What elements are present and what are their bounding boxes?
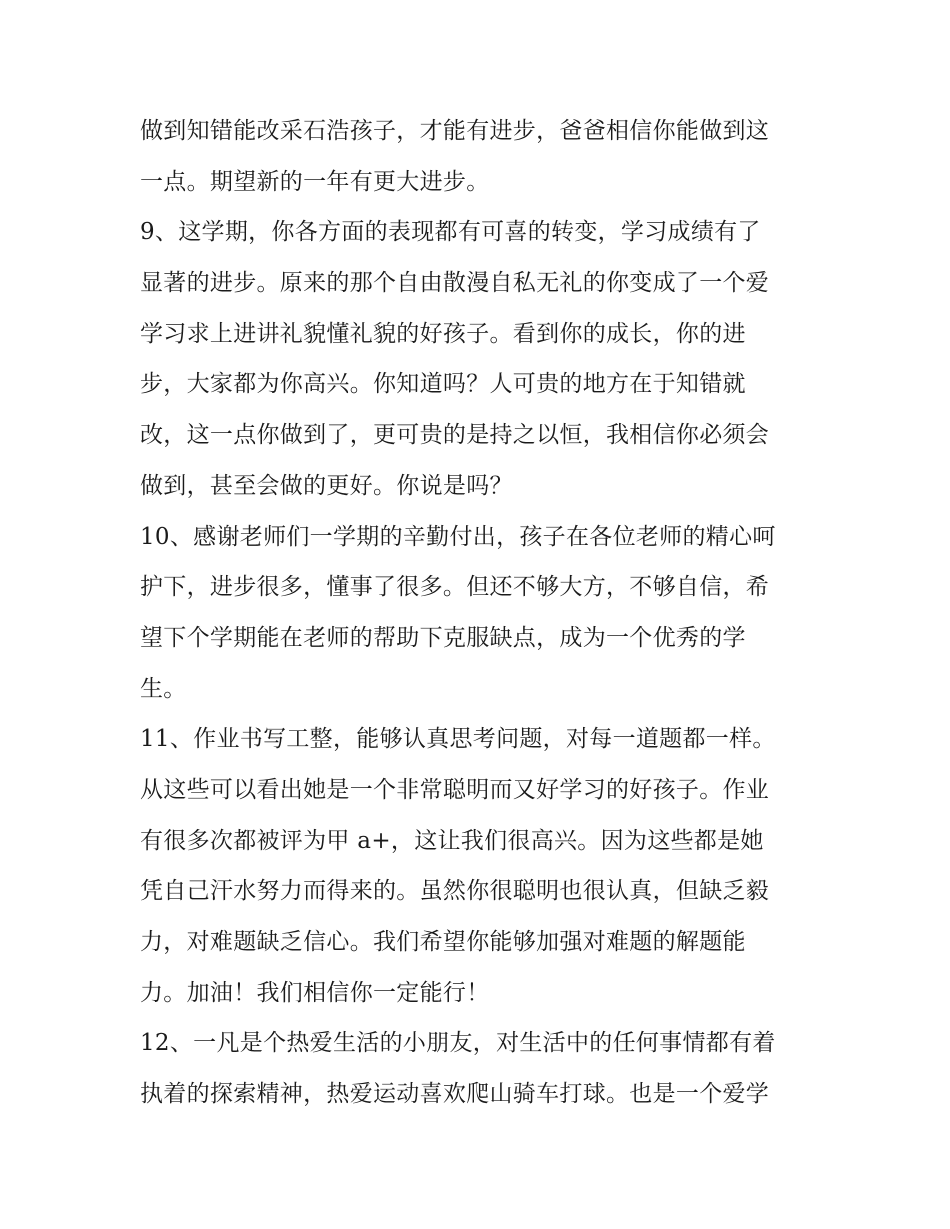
text-line: 显著的进步。原来的那个自由散漫自私无礼的你变成了一个爱	[140, 270, 770, 297]
text-line: 10、感谢老师们一学期的辛勤付出，孩子在各位老师的精心呵	[140, 523, 776, 550]
text-line: 力，对难题缺乏信心。我们希望你能够加强对难题的解题能	[140, 929, 746, 955]
text-line: 生。	[140, 675, 187, 702]
text-line: 学习求上进讲礼貌懂礼貌的好孩子。看到你的成长，你的进	[140, 320, 746, 347]
text-line: 有很多次都被评为甲 a+，这让我们很高兴。因为这些都是她	[140, 827, 764, 854]
text-line: 执着的探索精神，热爱运动喜欢爬山骑车打球。也是一个爱学	[140, 1081, 770, 1108]
text-line: 步，大家都为你高兴。你知道吗？人可贵的地方在于知错就	[140, 371, 746, 398]
document-body-text	[140, 106, 820, 1120]
text-line: 做到知错能改采石浩孩子，才能有进步，爸爸相信你能做到这	[140, 118, 770, 144]
text-line: 12、一凡是个热爱生活的小朋友，对生活中的任何事情都有着	[140, 1030, 776, 1057]
text-line: 从这些可以看出她是一个非常聪明而又好学习的好孩子。作业	[140, 776, 770, 803]
text-line: 力。加油！我们相信你一定能行！	[140, 979, 490, 1006]
text-line: 望下个学期能在老师的帮助下克服缺点，成为一个优秀的学	[140, 624, 746, 651]
text-line: 11、作业书写工整，能够认真思考问题，对每一道题都一样。	[140, 726, 776, 753]
text-line: 做到，甚至会做的更好。你说是吗？	[140, 472, 513, 499]
text-line: 改，这一点你做到了，更可贵的是持之以恒，我相信你必须会	[140, 422, 770, 449]
text-line: 一点。期望新的一年有更大进步。	[140, 168, 490, 195]
text-line: 9、这学期，你各方面的表现都有可喜的转变，学习成绩有了	[140, 219, 761, 246]
text-line: 凭自己汗水努力而得来的。虽然你很聪明也很认真，但缺乏毅	[140, 878, 770, 905]
text-line: 护下，进步很多，懂事了很多。但还不够大方，不够自信，希	[140, 574, 770, 601]
